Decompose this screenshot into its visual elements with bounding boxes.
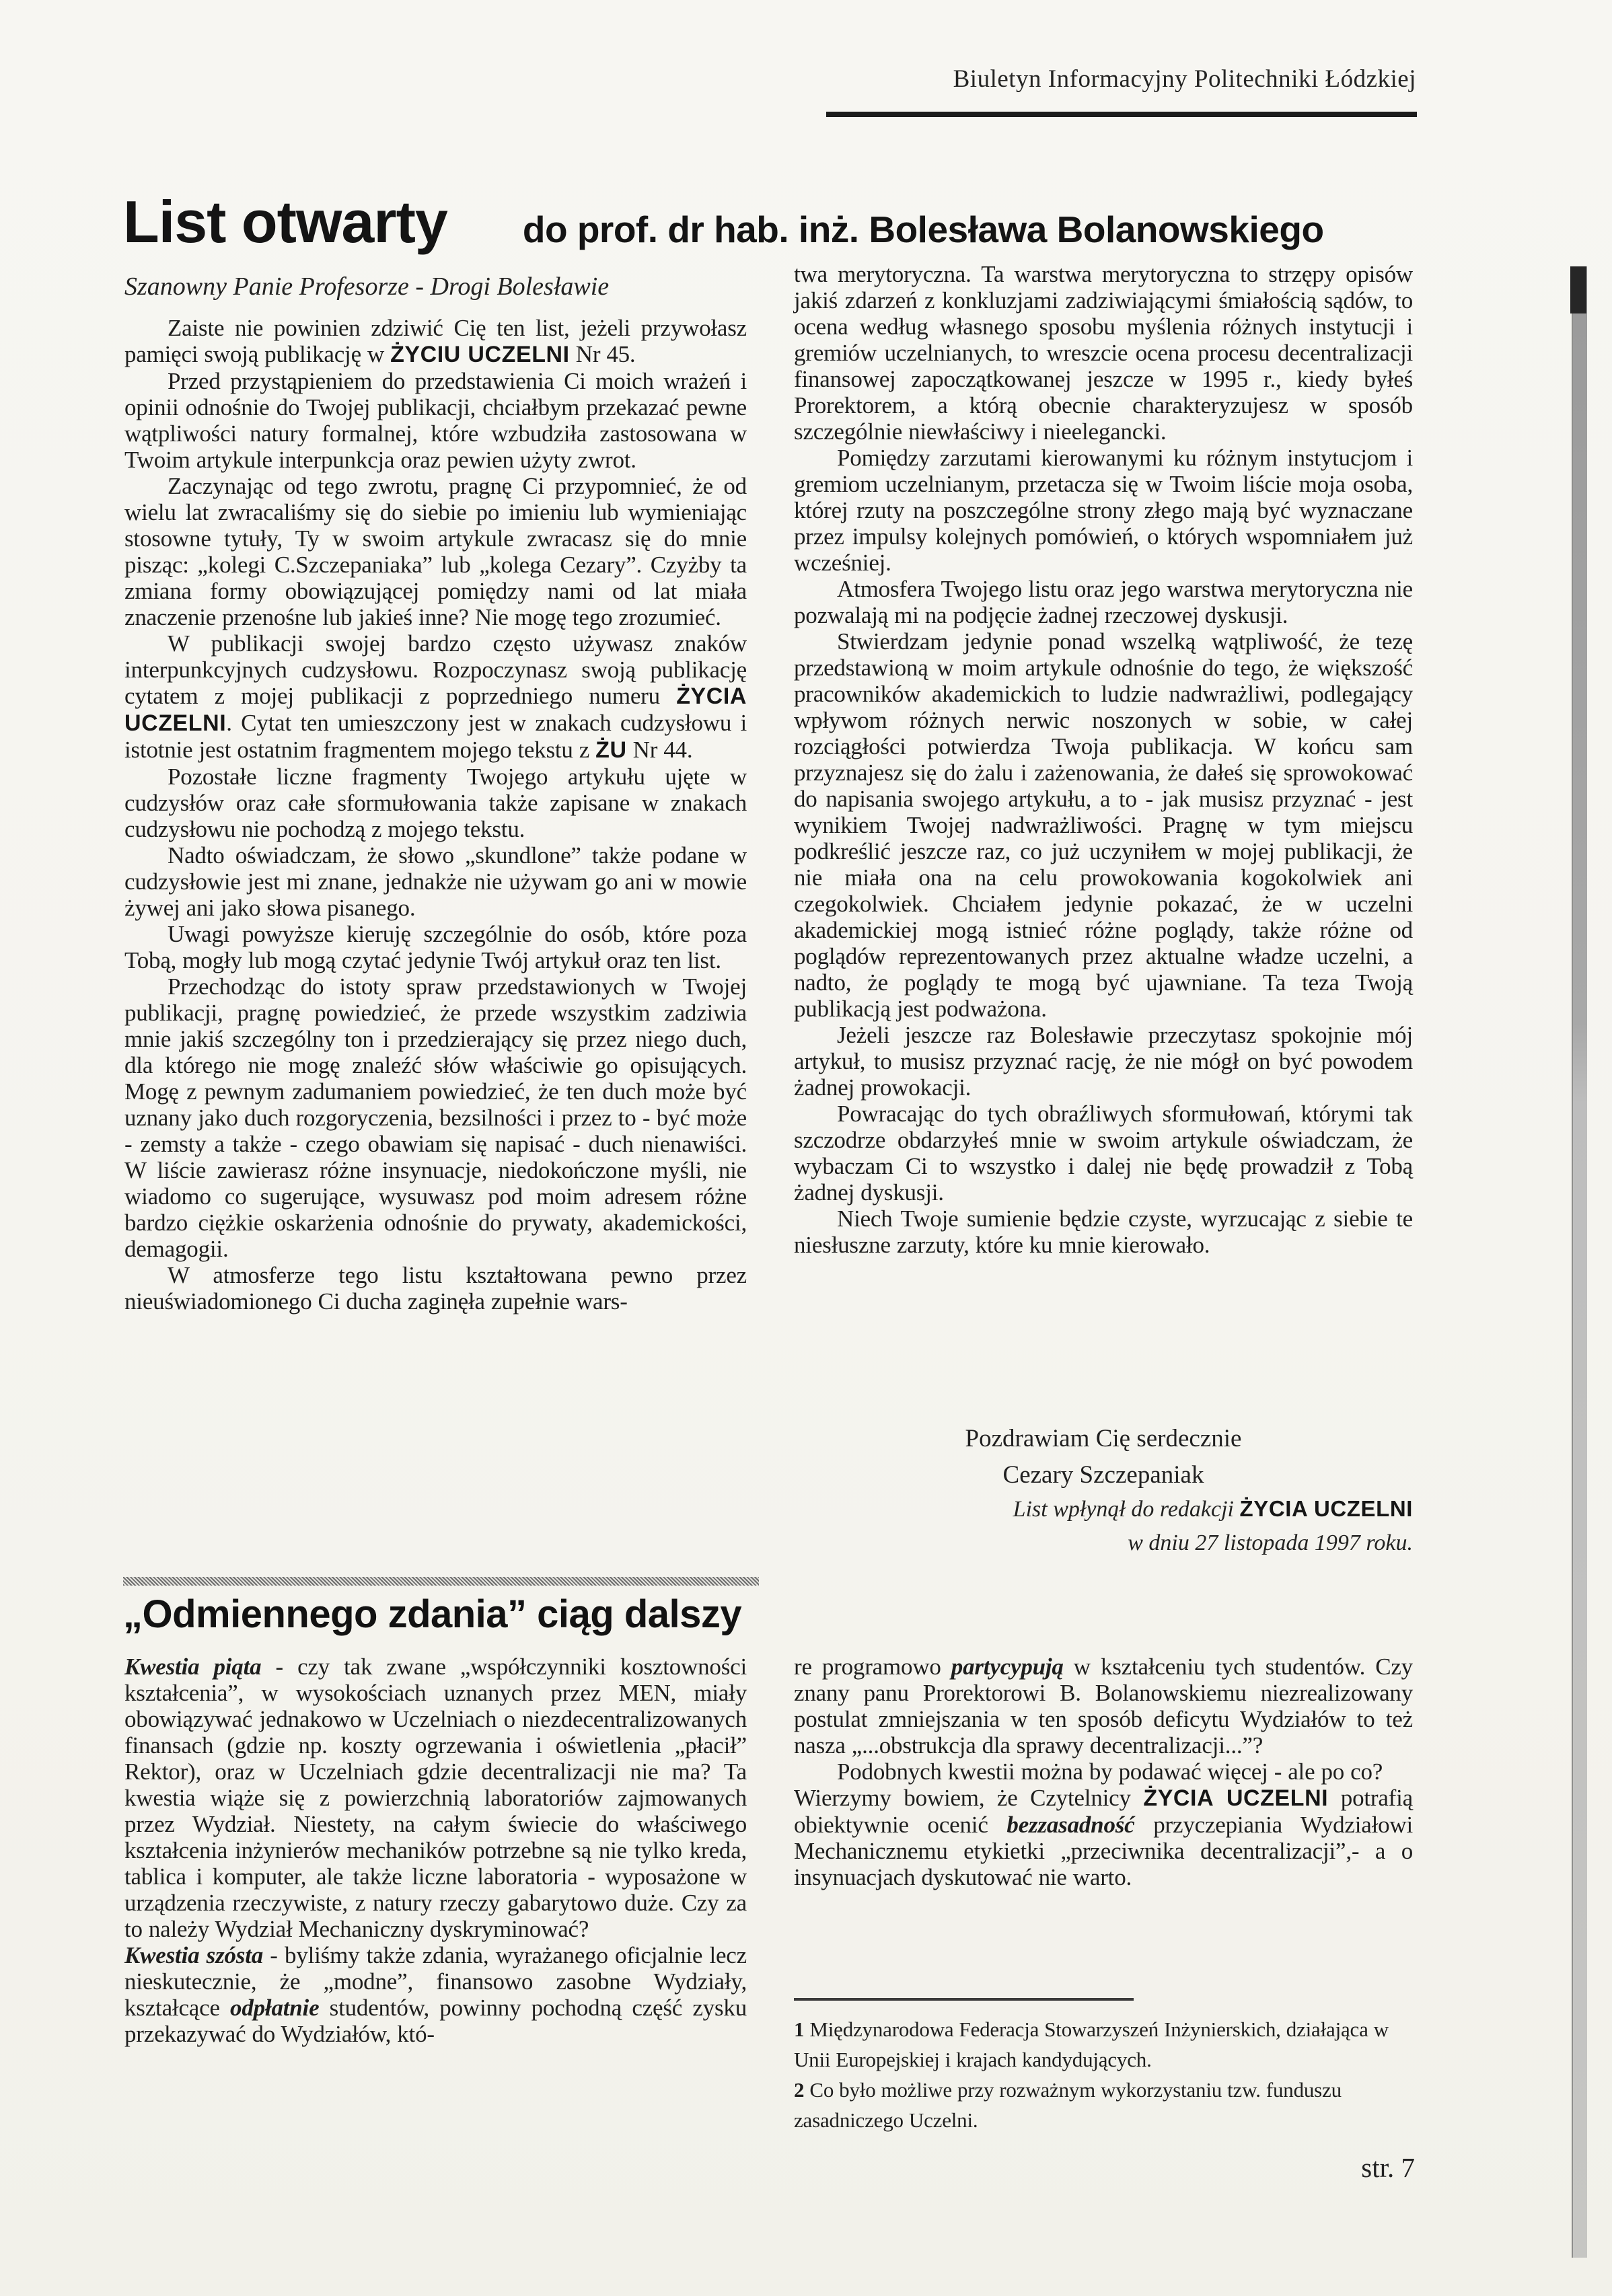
text-segment: Nr 44.: [626, 737, 693, 763]
letter-column-left: [124, 315, 747, 1314]
text-segment: Nadto oświadczam, że słowo „skundlone” także podane w cudzysłowie jest mi znane, jednakże nie używam go ani w mowie żywej ani jako słowa pisanego.: [124, 842, 747, 921]
attribution-line-2: w dniu 27 listopada 1997 roku.: [1128, 1530, 1413, 1555]
text-segment: W atmosferze tego listu kształtowana pewno przez nieuświadomionego Ci ducha zaginęła zupełnie wars-: [124, 1262, 747, 1314]
text-segment: Przechodząc do istoty spraw przedstawionych w Twojej publikacji, pragnę powiedzieć, że przede wszystkim zadziwia mnie jakiś szczególny ton i przedzierający się przez niego duch, dla którego nie mogę znaleźć słów właściwie go opisujących. Mogę z pewnym zadumaniem powiedzieć, że ten duch może być uznany jako duch rozgoryczenia, bezsilności i przez to - być może - zemsty a także - czego obawiam się napisać - duch nienawiści. W liście zawierasz różne insynuacje, niedokończone myśli, nie wiadomo co sugerujące, wysuwasz pod moim adresem różne bardzo ciężkie oskarżenia odnośnie do prywaty, akademickości, demagogii.: [124, 973, 747, 1262]
text-segment: 2: [794, 2078, 810, 2102]
signature-name: Cezary Szczepaniak: [1002, 1461, 1204, 1489]
text-segment: Pomiędzy zarzutami kierowanymi ku różnym instytucjom i gremiom uczelnianym, przetacza się w Twoim liście moja osoba, której rzuty na poszczególne strony złego mają być wyznaczane przez impulsy kolejnych pomówień, o których wspomniałem już wcześniej.: [794, 445, 1413, 576]
text-segment: Atmosfera Twojego listu oraz jego warstwa merytoryczna nie pozwalają mi na podjęcie żadnej rzeczowej dyskusji.: [794, 576, 1413, 628]
text-segment: - czy tak zwane „współczynniki kosztowności kształcenia”, w wysokościach uznanych przez MEN, miały obowiązywać jednakowo w Uczelniach o niezdecentralizowanych finansach (gdzie np. koszty ogrzewania i oświetlenia „płacił” Rektor), oraz w Uczelniach gdzie decentralizacji nie ma? Ta kwestia wiąże się z powierzchnią laboratoriów zajmowanych przez Wydział. Niestety, na całym świecie do właściwego kształcenia inżynierów mechaników potrzebne są nie tylko kreda, tablica i komputer, ale także liczne laboratoria - wyposażone w urządzenia rzeczywiste, z natury rzeczy gabarytowo duże. Czy za to należy Wydział Mechaniczny dyskryminować?: [124, 1654, 747, 1942]
footnotes: [794, 2014, 1413, 2135]
paragraph: [794, 2075, 1413, 2135]
text-segment: - byliśmy także zdania, wyrażanego oficjalnie lecz nieskutecznie, że „modne”, finansowo zasobne Wydziały, kształcące: [124, 1942, 747, 2021]
paragraph: [124, 921, 747, 973]
text-segment: W publikacji swojej bardzo często używasz znaków interpunkcyjnych cudzysłowu. Rozpoczynasz swoją publikację cytatem z mojej publikacji z poprzedniego numeru: [124, 630, 747, 709]
text-segment: Przed przystąpieniem do przedstawienia Ci moich wrażeń i opinii odnośnie do Twojej publikacji, chciałbym przekazać pewne wątpliwości natury formalnej, które wzbudziła zastosowana w Twoim artykule interpunkcja oraz pewien użyty zwrot.: [124, 368, 747, 473]
paragraph: [124, 315, 747, 368]
text-segment: . Cytat ten umieszczony jest w znakach cudzysłowu i istotnie jest ostatnim fragmentem mojego tekstu z: [124, 710, 747, 763]
magazine-logo-text: ŻYCIA UCZELNI: [124, 683, 747, 736]
scan-edge-black-tab: [1570, 266, 1586, 313]
paragraph: [794, 1206, 1413, 1258]
magazine-logo-text: ŻYCIA UCZELNI: [1239, 1496, 1413, 1521]
magazine-logo-text: ŻYCIA UCZELNI: [1143, 1785, 1329, 1811]
text-segment: twa merytoryczna. Ta warstwa merytoryczna to strzępy opisów jakiś zdarzeń z konkluzjami zadziwiającymi śmiałością sądów, to ocena według własnego sposobu myślenia różnych instytucji i gremiów uczelnianych, to wreszcie ocena procesu decentralizacji finansowej zapoczątkowanej jeszcze w 1995 r., kiedy byłeś Prorektorem, a którą obecnie charakteryzujesz w sposób szczególnie niewłaściwy i nieelegancki.: [794, 261, 1413, 445]
text-segment: potrafią obiektywnie ocenić: [794, 1785, 1413, 1838]
text-segment: Wierzymy bowiem, że Czytelnicy: [794, 1785, 1144, 1811]
article-title-main: List otwarty: [123, 188, 447, 256]
text-segment: Nr 45.: [569, 341, 636, 367]
text-segment: List wpłynął do redakcji: [1013, 1497, 1240, 1522]
text-segment: Jeżeli jeszcze raz Bolesławie przeczytasz spokojnie mój artykuł, to musisz przyznać rację, że nie mógł on być powodem żadnej prowokacji.: [794, 1022, 1413, 1101]
text-segment: Powracając do tych obraźliwych sformułowań, którymi tak szczodrze obdarzyłeś mnie w swoim artykule oświadczam, że wybaczam Ci to wszystko i dalej nie będę prowadził z Tobą żadnej dyskusji.: [794, 1101, 1413, 1206]
text-segment: partycypują: [951, 1654, 1064, 1680]
paragraph: [124, 1654, 747, 1942]
paragraph: [124, 368, 747, 473]
paragraph: [794, 628, 1413, 1022]
text-segment: Co było możliwe przy rozważnym wykorzystaniu tzw. funduszu zasadniczego Uczelni.: [794, 2078, 1342, 2132]
text-segment: Międzynarodowa Federacja Stowarzyszeń Inżynierskich, działająca w Unii Europejskiej i krajach kandydujących.: [794, 2017, 1389, 2071]
text-segment: odpłatnie: [230, 1995, 320, 2021]
letter-salutation: Szanowny Panie Profesorze - Drogi Bolesławie: [124, 272, 610, 301]
letter-column-right: [794, 261, 1413, 1258]
text-segment: w kształceniu tych studentów. Czy znany panu Prorektorowi B. Bolanowskiemu niezrealizowany postulat zmniejszania w ten sposób deficytu Wydziałów to też nasza „...obstrukcja dla sprawy decentralizacji...”?: [794, 1654, 1413, 1758]
paragraph: [794, 2014, 1413, 2075]
text-segment: Zaiste nie powinien zdziwić Cię ten list, jeżeli przywołasz pamięci swoją publikację w: [124, 315, 747, 367]
text-segment: Uwagi powyższe kieruję szczególnie do osób, które poza Tobą, mogły lub mogą czytać jedynie Twój artykuł oraz ten list.: [124, 921, 747, 973]
article-title: [123, 188, 1469, 256]
scan-edge-strip: [1572, 266, 1587, 2258]
section2-column-right: [794, 1654, 1413, 1890]
magazine-logo-text: ŻYCIU UCZELNI: [390, 342, 570, 367]
text-segment: Pozostałe liczne fragmenty Twojego artykułu ujęte w cudzysłów oraz całe sformułowania także zapisane w znakach cudzysłowu nie pochodzą z mojego tekstu.: [124, 764, 747, 842]
section-separator: [123, 1577, 759, 1586]
paragraph: [794, 1101, 1413, 1206]
signature-greeting: Pozdrawiam Cię serdecznie: [965, 1425, 1242, 1452]
paragraph: [794, 1022, 1413, 1101]
paragraph: [124, 1942, 747, 2047]
text-segment: Niech Twoje sumienie będzie czyste, wyrzucając z siebie te niesłuszne zarzuty, które ku mnie kierowało.: [794, 1206, 1413, 1258]
paragraph: [124, 473, 747, 630]
paragraph: [124, 1262, 747, 1314]
text-segment: Podobnych kwestii można by podawać więcej - ale po co?: [837, 1758, 1383, 1785]
text-segment: re programowo: [794, 1654, 951, 1680]
footnote-rule: [794, 1998, 1134, 2001]
text-segment: przyczepiania Wydziałowi Mechanicznemu etykietki „przeciwnika decentralizacji”,- a o insynuacjach dyskutować nie warto.: [794, 1812, 1413, 1890]
article-title-addressee: do prof. dr hab. inż. Bolesława Bolanowskiego: [522, 209, 1324, 251]
text-segment: Zaczynając od tego zwrotu, pragnę Ci przypomnieć, że od wielu lat zwracaliśmy się do siebie po imieniu lub wymieniając stosowne tytuły, Ty w swoim artykule zwracasz się do mnie pisząc: „kolegi C.Szczepaniaka” lub „kolega Cezary”. Czyżby ta zmiana formy obowiązującej pomiędzy nami od lat miała znaczenie przenośne lub jakieś inne? Nie mogę tego zrozumieć.: [124, 473, 747, 630]
paragraph: [794, 445, 1413, 576]
paragraph: [794, 261, 1413, 445]
text-segment: Kwestia piąta: [124, 1654, 262, 1680]
section2-column-left: [124, 1654, 747, 2047]
magazine-logo-text: ŻU: [595, 737, 627, 763]
signature-block: [794, 1421, 1413, 1493]
text-segment: Stwierdzam jedynie ponad wszelką wątpliwość, że tezę przedstawioną w moim artykule odnośnie do tego, że większość pracowników akademickich to ludzie nadwrażliwi, podlegający wpływom różnych nerwic noszonych w sobie, w całej rozciągłości potwierdza Twoja publikacja. W końcu sam przyznajesz się do żalu i zażenowania, że dałeś się sprowokować do napisania swojego artykułu, a to - jak musisz przyznać - jest wynikiem Twojej nadwrażliwości. Pragnę w tym miejscu podkreślić jeszcze raz, co już uczyniłem w mojej publikacji, że nie miała ona na celu prowokowania kogokolwiek ani czegokolwiek. Chciałem jedynie pokazać, że w uczelni akademickiej mogą istnieć różne poglądy, także różne od poglądów reprezentowanych przez aktualne władze uczelni, a nadto, że poglądy te mogą być ujawniane. Ta teza Twoją publikacją jest podważona.: [794, 628, 1413, 1022]
text-segment: bezzasadność: [1006, 1812, 1135, 1838]
attribution-line-1: [794, 1492, 1413, 1526]
paragraph: [794, 576, 1413, 628]
paragraph: [124, 764, 747, 842]
header-rule: [826, 112, 1417, 117]
paragraph: [794, 1654, 1413, 1758]
page-number: str. 7: [1361, 2152, 1415, 2183]
text-segment: Kwestia szósta: [124, 1942, 264, 1968]
paragraph: [794, 1785, 1413, 1890]
paragraph: [124, 842, 747, 921]
paragraph: [124, 973, 747, 1262]
text-segment: 1: [794, 2017, 810, 2041]
section2-heading: „Odmiennego zdania” ciąg dalszy: [123, 1592, 742, 1636]
paragraph: [124, 630, 747, 764]
journal-header: Biuletyn Informacyjny Politechniki Łódzkiej: [953, 65, 1416, 93]
text-segment: studentów, powinny pochodną część zysku przekazywać do Wydziałów, któ-: [124, 1995, 747, 2047]
editorial-attribution: [794, 1492, 1413, 1560]
paragraph: [794, 1758, 1413, 1785]
